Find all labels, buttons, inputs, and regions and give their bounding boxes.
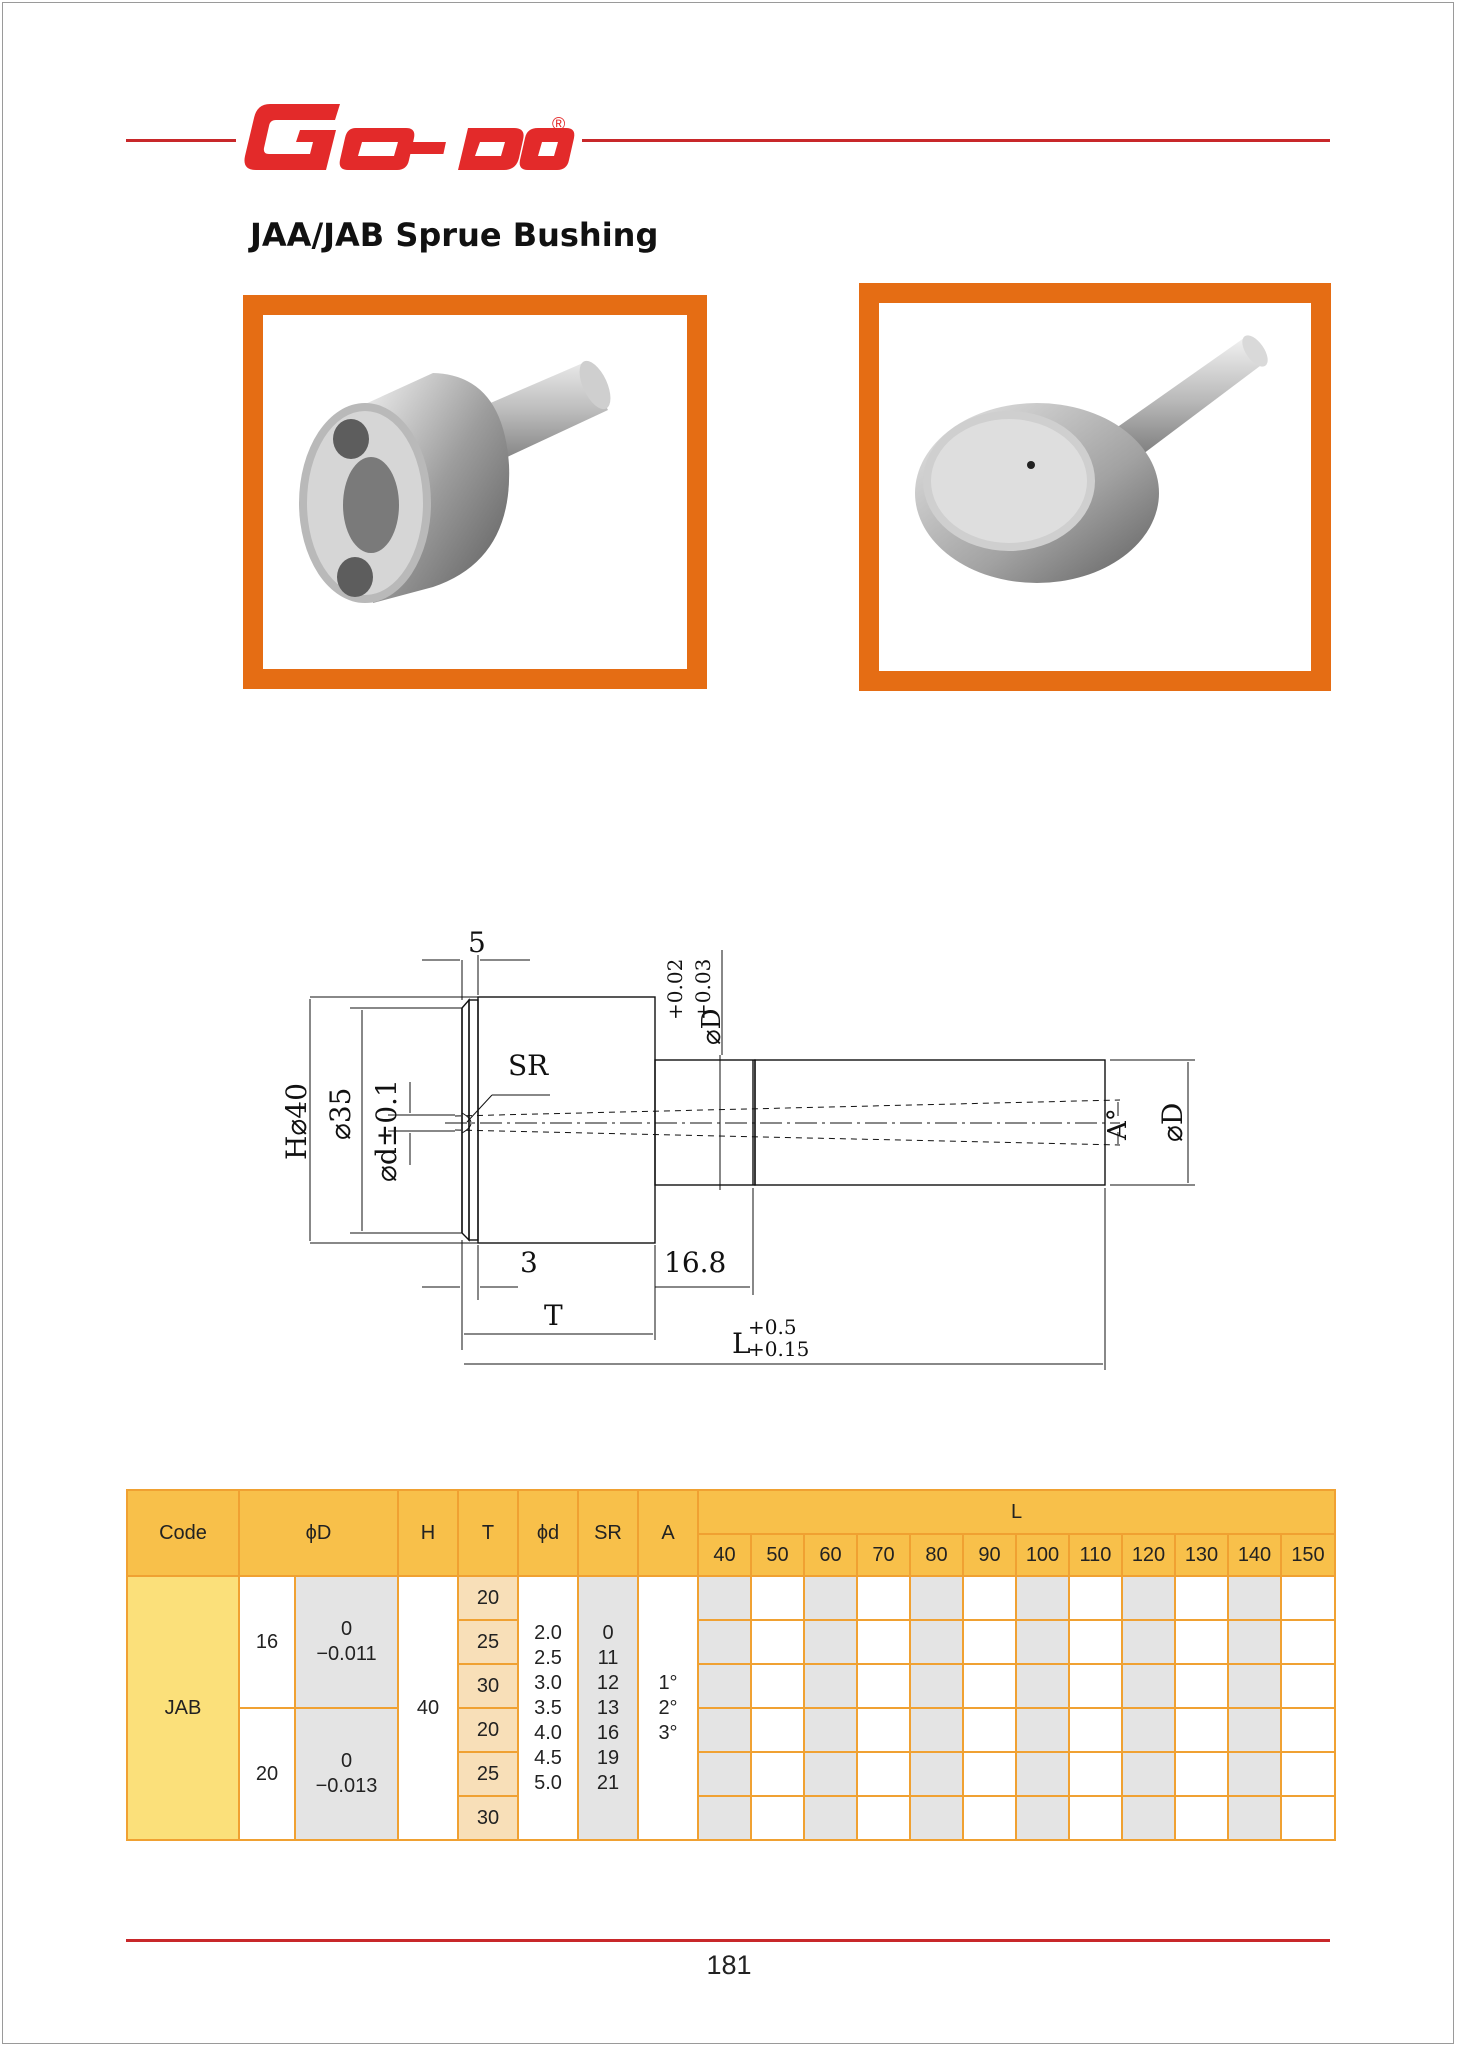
l-cell [804, 1576, 857, 1620]
dim-3-label: 3 [520, 1246, 538, 1279]
l-cell [857, 1708, 910, 1752]
h-phi40-label: H⌀40 [280, 1083, 313, 1160]
l-cell [1281, 1576, 1335, 1620]
l-cell [751, 1576, 804, 1620]
l-cell [1228, 1576, 1281, 1620]
l-cell [698, 1708, 751, 1752]
l-header-50: 50 [751, 1534, 804, 1576]
l-cell [857, 1752, 910, 1796]
l-cell [1069, 1576, 1122, 1620]
t-value: 20 [458, 1708, 518, 1752]
l-tol-lower: +0.15 [748, 1337, 810, 1361]
l-cell [698, 1620, 751, 1664]
phid-value: 5.0 [534, 1771, 562, 1794]
col-header-l: L [698, 1490, 1335, 1534]
l-cell [1228, 1796, 1281, 1840]
col-header-phid: ϕd [518, 1490, 578, 1576]
phi-d-tolerance-label: ⌀d±0.1 [370, 1079, 403, 1182]
col-header-sr: SR [578, 1490, 638, 1576]
l-cell [751, 1752, 804, 1796]
sr-value: 16 [596, 1721, 620, 1744]
l-cell [1016, 1620, 1069, 1664]
l-label: L [732, 1327, 751, 1360]
col-header-code: Code [127, 1490, 239, 1576]
l-cell [1281, 1796, 1335, 1840]
l-cell [698, 1576, 751, 1620]
l-cell [1069, 1752, 1122, 1796]
l-cell [804, 1664, 857, 1708]
technical-drawing [270, 920, 1210, 1380]
l-cell [910, 1664, 963, 1708]
a-value: 2° [658, 1696, 678, 1719]
l-header-70: 70 [857, 1534, 910, 1576]
l-header-40: 40 [698, 1534, 751, 1576]
l-cell [698, 1796, 751, 1840]
phid-value: 3.5 [534, 1696, 562, 1719]
l-cell [804, 1796, 857, 1840]
sr-value: 12 [596, 1671, 620, 1694]
l-header-120: 120 [1122, 1534, 1175, 1576]
l-header-90: 90 [963, 1534, 1016, 1576]
d-value-20: 20 [239, 1708, 295, 1840]
l-cell [910, 1796, 963, 1840]
phid-value: 3.0 [534, 1671, 562, 1694]
phi-D-label: ⌀D [1156, 1102, 1189, 1142]
l-cell [963, 1796, 1016, 1840]
l-cell [804, 1620, 857, 1664]
l-cell [804, 1708, 857, 1752]
page-title: JAA/JAB Sprue Bushing [250, 216, 659, 254]
phi-D-tol-lower: +0.02 [663, 958, 687, 1020]
d-value-16: 16 [239, 1576, 295, 1708]
l-cell [1228, 1752, 1281, 1796]
l-cell [1016, 1576, 1069, 1620]
t-value: 25 [458, 1620, 518, 1664]
l-cell [857, 1796, 910, 1840]
l-cell [1228, 1664, 1281, 1708]
l-header-140: 140 [1228, 1534, 1281, 1576]
l-cell [1281, 1708, 1335, 1752]
l-header-150: 150 [1281, 1534, 1335, 1576]
l-header-110: 110 [1069, 1534, 1122, 1576]
l-cell [751, 1796, 804, 1840]
l-cell [910, 1708, 963, 1752]
l-cell [1175, 1620, 1228, 1664]
l-cell [910, 1752, 963, 1796]
sr-value: 11 [597, 1646, 619, 1669]
l-tol-upper: +0.5 [748, 1315, 797, 1339]
phid-values [518, 1576, 578, 1840]
l-cell [1069, 1620, 1122, 1664]
sprue-bushing-photo-jaa [243, 295, 707, 689]
l-cell [698, 1664, 751, 1708]
l-cell [1175, 1752, 1228, 1796]
sr-value: 21 [596, 1771, 620, 1794]
phid-value: 2.0 [534, 1621, 562, 1644]
phi35-label: ⌀35 [324, 1087, 357, 1140]
t-value: 20 [458, 1576, 518, 1620]
l-cell [1016, 1796, 1069, 1840]
l-cell [1175, 1576, 1228, 1620]
h-value: 40 [398, 1576, 458, 1840]
sr-label: SR [508, 1049, 549, 1082]
code-cell: JAB [127, 1576, 239, 1840]
l-cell [963, 1752, 1016, 1796]
sprue-bushing-photo-jab [859, 283, 1331, 691]
l-cell [857, 1664, 910, 1708]
l-cell [1122, 1752, 1175, 1796]
l-cell [1122, 1664, 1175, 1708]
d-tolerance-16: 0 −0.011 [295, 1576, 398, 1708]
t-value: 30 [458, 1664, 518, 1708]
phid-value: 4.0 [534, 1721, 562, 1744]
phi-D-fit-label: ⌀D [697, 1008, 727, 1045]
l-cell [1069, 1708, 1122, 1752]
a-values [638, 1576, 698, 1840]
l-header-130: 130 [1175, 1534, 1228, 1576]
d-tolerance-20: 0 −0.013 [295, 1708, 398, 1840]
l-cell [698, 1752, 751, 1796]
l-cell [751, 1620, 804, 1664]
l-cell [1281, 1752, 1335, 1796]
l-cell [1122, 1576, 1175, 1620]
l-cell [963, 1620, 1016, 1664]
l-cell [910, 1576, 963, 1620]
registered-mark: ® [552, 114, 566, 134]
l-header-80: 80 [910, 1534, 963, 1576]
l-cell [910, 1620, 963, 1664]
phid-value: 4.5 [534, 1746, 562, 1769]
a-value: 3° [658, 1721, 678, 1744]
l-cell [1228, 1620, 1281, 1664]
a-value: 1° [658, 1671, 678, 1694]
sr-value: 0 [602, 1621, 614, 1644]
l-cell [751, 1664, 804, 1708]
t-label: T [544, 1299, 563, 1332]
l-cell [1016, 1664, 1069, 1708]
l-cell [963, 1664, 1016, 1708]
sr-values [578, 1576, 638, 1840]
l-cell [1175, 1796, 1228, 1840]
l-cell [1069, 1796, 1122, 1840]
l-cell [1016, 1708, 1069, 1752]
t-value: 30 [458, 1796, 518, 1840]
col-header-t: T [458, 1490, 518, 1576]
l-cell [1228, 1708, 1281, 1752]
l-cell [1122, 1796, 1175, 1840]
dim-16-8-label: 16.8 [664, 1246, 727, 1279]
footer-rule [126, 1939, 1330, 1942]
col-header-phiD: ϕD [239, 1490, 398, 1576]
l-cell [1175, 1664, 1228, 1708]
phid-value: 2.5 [534, 1646, 562, 1669]
phi-D-tol-upper: +0.03 [691, 958, 715, 1020]
l-cell [857, 1620, 910, 1664]
l-cell [963, 1576, 1016, 1620]
l-cell [1281, 1620, 1335, 1664]
l-cell [1281, 1664, 1335, 1708]
col-header-h: H [398, 1490, 458, 1576]
sr-value: 19 [596, 1746, 620, 1769]
l-header-60: 60 [804, 1534, 857, 1576]
l-cell [1122, 1708, 1175, 1752]
l-cell [751, 1708, 804, 1752]
l-header-100: 100 [1016, 1534, 1069, 1576]
l-cell [1122, 1620, 1175, 1664]
l-cell [1016, 1752, 1069, 1796]
t-value: 25 [458, 1752, 518, 1796]
spec-table [126, 1489, 1336, 1841]
brand-logo [236, 90, 582, 180]
l-cell [804, 1752, 857, 1796]
dim-5-label: 5 [468, 926, 486, 959]
l-cell [1069, 1664, 1122, 1708]
page-number: 181 [706, 1950, 752, 1980]
angle-label: A° [1103, 1108, 1133, 1140]
l-cell [963, 1708, 1016, 1752]
col-header-a: A [638, 1490, 698, 1576]
l-cell [857, 1576, 910, 1620]
l-cell [1175, 1708, 1228, 1752]
sr-value: 13 [596, 1696, 620, 1719]
